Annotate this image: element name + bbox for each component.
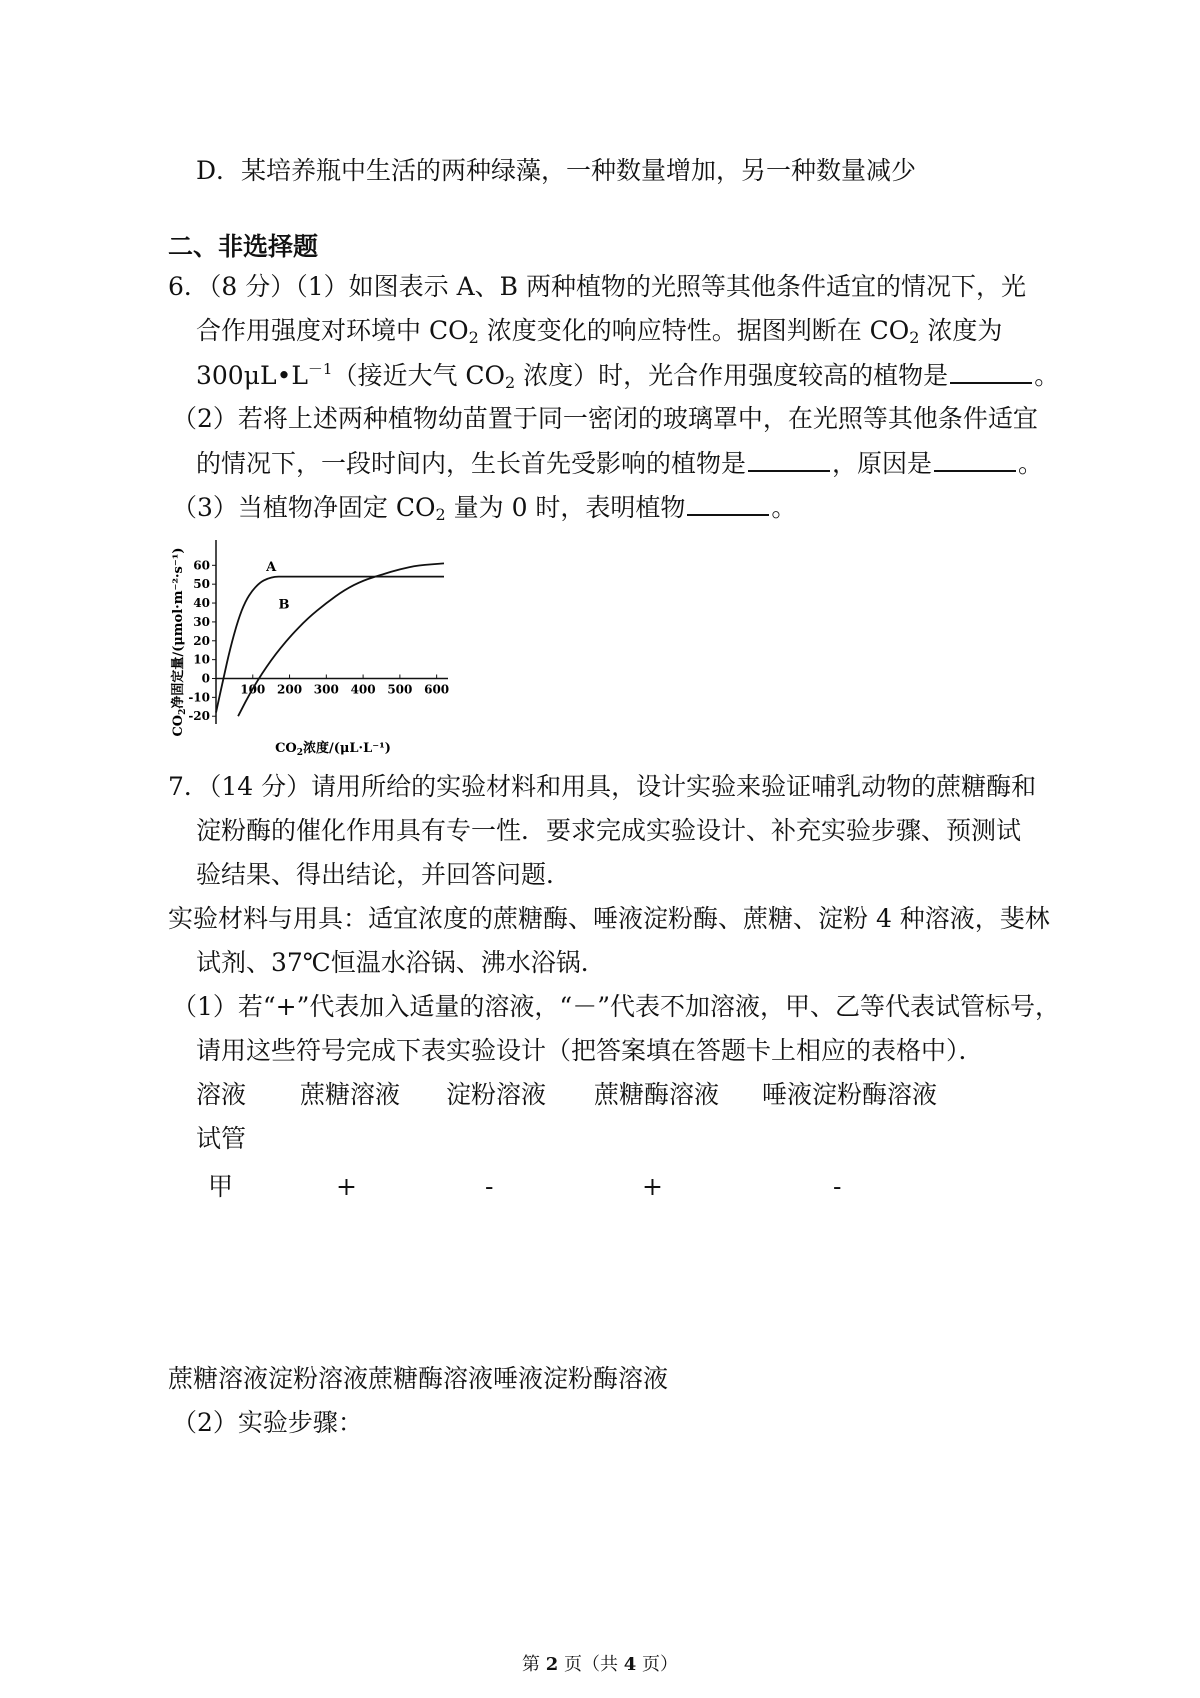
x-axis-label [275,740,391,758]
q6-line-6a: （3）当植物净固定 CO [172,493,436,522]
q7-line-5: 试剂、37℃恒温水浴锅、沸水浴锅． [196,948,606,977]
table-cell: + [336,1172,357,1201]
q6-line-3d: 。 [1034,361,1060,390]
series-a-label: A [266,559,277,575]
y-tick-label: 40 [193,596,210,611]
y-tick-label: 20 [193,633,210,648]
svg-text:CO2净固定量/(μmol·m⁻²·s⁻¹) [170,547,188,736]
q6-line-6 [172,490,796,525]
y-tick-label: -20 [188,709,210,724]
y-tick-label: 30 [193,614,210,629]
q6-line-3 [196,358,1059,393]
superscript-minus-1: －1 [307,360,333,378]
q6-line-4: （2）若将上述两种植物幼苗置于同一密闭的玻璃罩中，在光照等其他条件适宜 [172,404,1038,433]
x-tick-label: 500 [387,682,413,697]
q6-line-5c: 。 [1018,449,1044,478]
footer-suffix: 页） [636,1654,678,1675]
table-corner-bottom: 试管 [196,1124,247,1153]
table-cell: + [642,1172,663,1201]
q6-line-2c: 浓度为 [919,316,1003,345]
q6-line-5a: 的情况下，一段时间内，生长首先受影响的植物是 [196,449,747,478]
table-cell: - [833,1172,842,1201]
x-tick-label: 300 [313,682,339,697]
q6-line-5b: ，原因是 [832,449,933,478]
x-tick-label: 600 [424,682,450,697]
q7-line-4: 实验材料与用具：适宜浓度的蔗糖酶、唾液淀粉酶、蔗糖、淀粉 4 种溶液，斐林 [168,904,1050,933]
table-header-sucrase: 蔗糖酶溶液 [594,1080,720,1109]
subscript-2: 2 [468,328,479,347]
answer-blank [950,358,1032,384]
footer-prefix: 第 [522,1654,546,1675]
q6-line-6b: 量为 0 时，表明植物 [445,493,686,522]
y-label-rest: 净固定量/(μmol·m⁻²·s⁻¹) [171,547,186,709]
x-tick-label: 200 [277,682,303,697]
answer-blank [934,446,1016,472]
y-tick-label: 50 [193,577,210,592]
answer-blank [687,490,769,516]
series-b-label: B [278,597,290,613]
table-row-label: 甲 [208,1172,234,1201]
y-label-sub: 2 [178,708,188,715]
table-corner-top: 溶液 [196,1080,247,1109]
q6-line-2 [196,314,1002,348]
table-header-starch: 淀粉溶液 [446,1080,547,1109]
x-label-rest: 浓度/(μL·L⁻¹) [303,741,391,756]
q7-line-7: 请用这些符号完成下表实验设计（把答案填在答题卡上相应的表格中）． [196,1036,984,1065]
q6-line-3c: 浓度）时，光合作用强度较高的植物是 [515,361,949,390]
footer-page: 2 [545,1654,559,1675]
x-label-main: CO [275,741,297,756]
table-text-repeat: 蔗糖溶液淀粉溶液蔗糖酶溶液唾液淀粉酶溶液 [168,1364,669,1393]
q7-line-2: 淀粉酶的催化作用具有专一性．要求完成实验设计、补充实验步骤、预测试 [196,816,1022,845]
footer-total: 4 [623,1654,637,1675]
q7-line-1: 7．（14 分）请用所给的实验材料和用具，设计实验来验证哺乳动物的蔗糖酶和 [168,772,1037,801]
x-tick-label: 400 [350,682,376,697]
co2-fixation-chart [168,532,488,772]
y-tick-label: 10 [193,652,210,667]
q6-line-2b: 浓度变化的响应特性。据图判断在 CO [478,316,910,345]
y-axis-label [170,547,188,736]
section-title: 二、非选择题 [168,232,319,261]
q6-line-3a: 300μL•L [196,361,308,390]
q7-step-2: （2）实验步骤： [172,1408,363,1437]
x-label-sub: 2 [296,748,303,758]
answer-blank [748,446,830,472]
x-tick-label: 100 [240,682,266,697]
subscript-2: 2 [909,328,920,347]
q7-line-6: （1）若“+”代表加入适量的溶液，“－”代表不加溶液，甲、乙等代表试管标号， [172,992,1060,1021]
q6-line-6c: 。 [771,493,797,522]
subscript-2: 2 [435,505,446,524]
series-b-line [238,563,444,716]
table-header-sucrose: 蔗糖溶液 [300,1080,401,1109]
table-cell: - [485,1172,494,1201]
q7-line-3: 验结果、得出结论，并回答问题． [196,860,572,889]
y-tick-label: 0 [201,671,210,686]
q6-line-3b: （接近大气 CO [332,361,506,390]
table-header-amylase: 唾液淀粉酶溶液 [762,1080,938,1109]
footer-middle: 页（共 [558,1654,624,1675]
y-tick-label: 60 [193,558,210,573]
page-footer [0,1650,1200,1676]
subscript-2: 2 [505,373,516,392]
y-tick-label: -10 [188,690,210,705]
q6-line-5 [196,446,1043,481]
y-label-main: CO [171,714,186,737]
q5-option-d: D．某培养瓶中生活的两种绿藻，一种数量增加，另一种数量减少 [196,156,917,185]
q6-line-2a: 合作用强度对环境中 CO [196,316,469,345]
q6-line-1: 6．（8 分）（1）如图表示 A、B 两种植物的光照等其他条件适宜的情况下，光 [168,272,1026,301]
